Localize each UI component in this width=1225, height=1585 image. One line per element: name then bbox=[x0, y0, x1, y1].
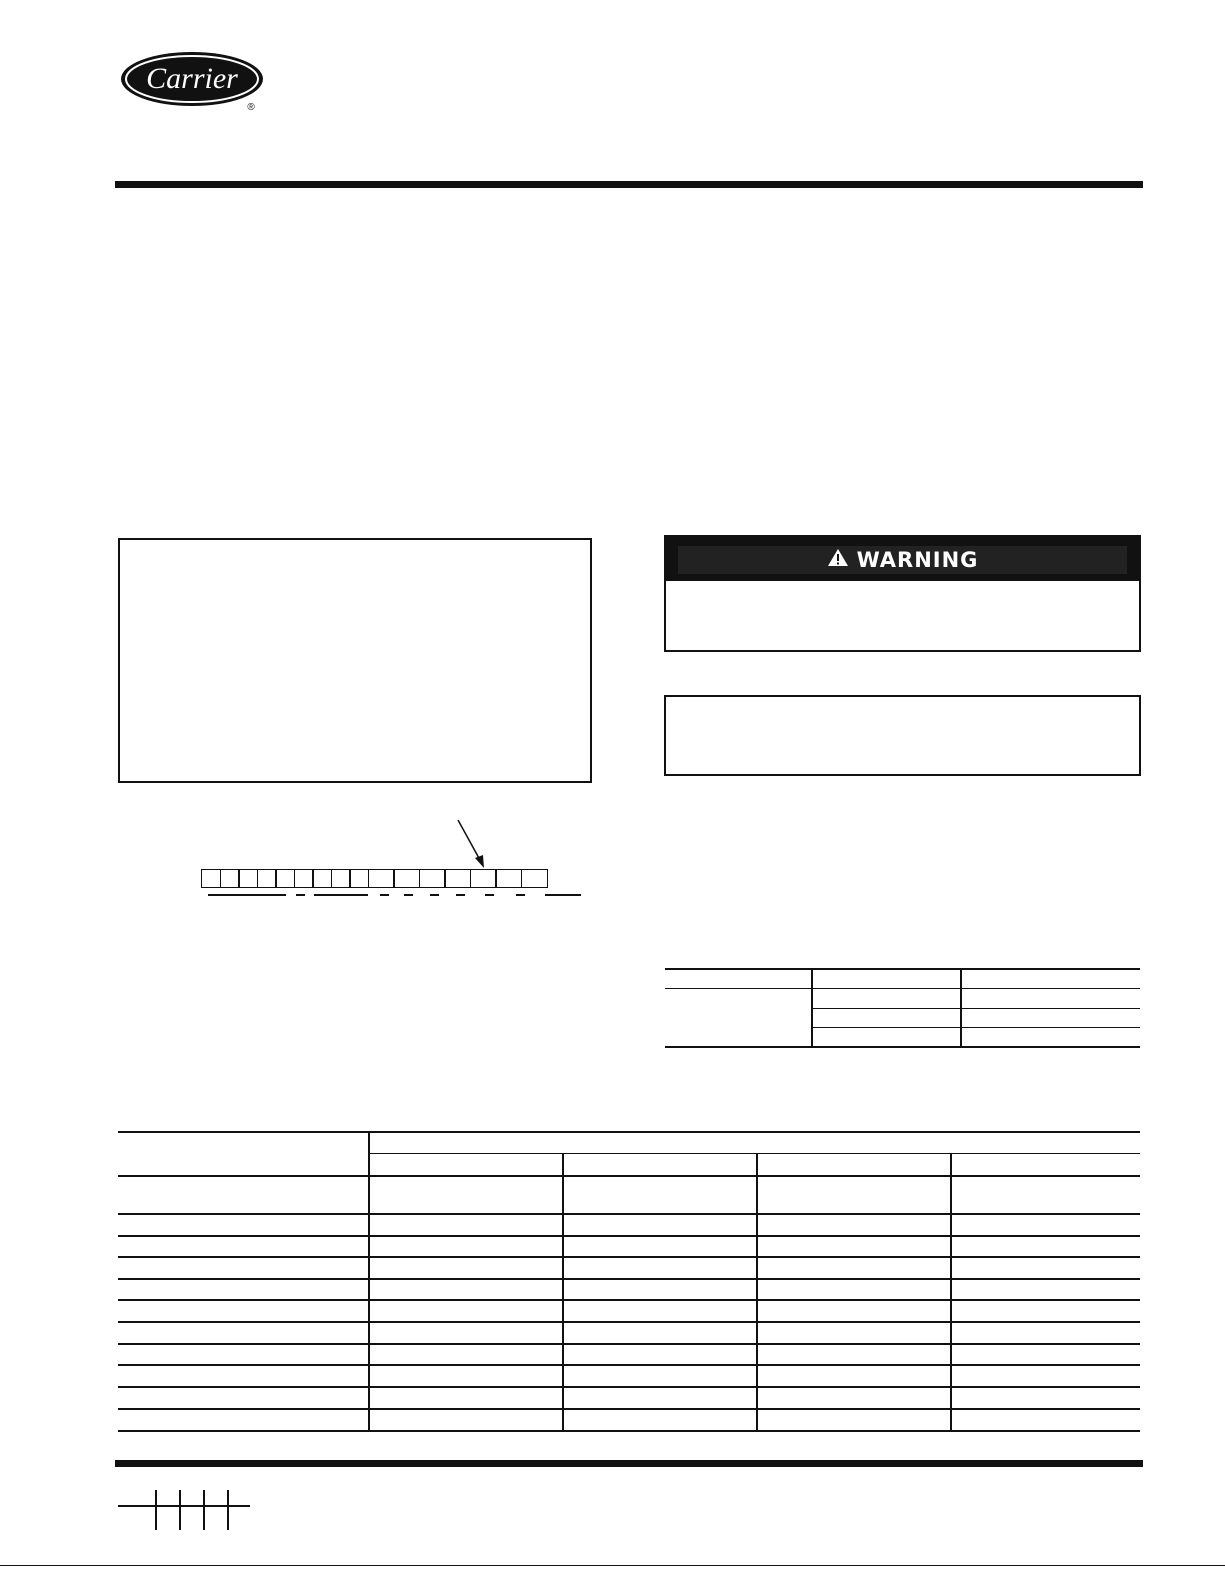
model-digit-box bbox=[470, 869, 497, 888]
warning-triangle-icon bbox=[827, 548, 849, 572]
model-digit-box bbox=[331, 869, 351, 888]
nomenclature-arrow bbox=[450, 818, 490, 870]
model-digit-box bbox=[220, 869, 240, 888]
nomenclature-underline bbox=[314, 894, 368, 896]
page-bottom-edge bbox=[0, 1565, 1225, 1566]
model-digit-box bbox=[294, 869, 314, 888]
model-digit-box bbox=[312, 869, 332, 888]
carrier-logo bbox=[120, 50, 268, 112]
model-digit-box bbox=[238, 869, 258, 888]
footer-register-mark bbox=[118, 1488, 258, 1532]
nomenclature-underline bbox=[430, 894, 439, 896]
brand-name: Carrier bbox=[146, 62, 238, 95]
model-digit-box bbox=[393, 869, 420, 888]
model-digit-box bbox=[201, 869, 221, 888]
notice-box bbox=[118, 538, 592, 783]
model-digit-box bbox=[495, 869, 522, 888]
registered-mark: ® bbox=[247, 102, 255, 112]
nomenclature-underline bbox=[545, 894, 581, 896]
model-digit-box bbox=[349, 869, 369, 888]
nomenclature-underline bbox=[485, 894, 494, 896]
warning-header bbox=[666, 537, 1139, 581]
caution-box bbox=[664, 695, 1141, 776]
top-rule bbox=[115, 181, 1143, 188]
nomenclature-underline bbox=[208, 894, 286, 896]
model-digit-box bbox=[257, 869, 277, 888]
model-digit-box bbox=[368, 869, 395, 888]
warning-label: WARNING bbox=[856, 548, 979, 572]
nomenclature-underline bbox=[296, 894, 305, 896]
model-digit-box bbox=[521, 869, 548, 888]
model-digit-box bbox=[444, 869, 471, 888]
nomenclature-underline bbox=[404, 894, 413, 896]
warning-banner bbox=[678, 546, 1127, 574]
model-digit-box bbox=[419, 869, 446, 888]
nomenclature-underline bbox=[380, 894, 389, 896]
nomenclature-underline bbox=[456, 894, 465, 896]
nomenclature-underline bbox=[516, 894, 525, 896]
model-number-boxes bbox=[201, 869, 546, 888]
warning-box bbox=[664, 535, 1141, 652]
bottom-rule bbox=[115, 1460, 1143, 1467]
model-digit-box bbox=[275, 869, 295, 888]
